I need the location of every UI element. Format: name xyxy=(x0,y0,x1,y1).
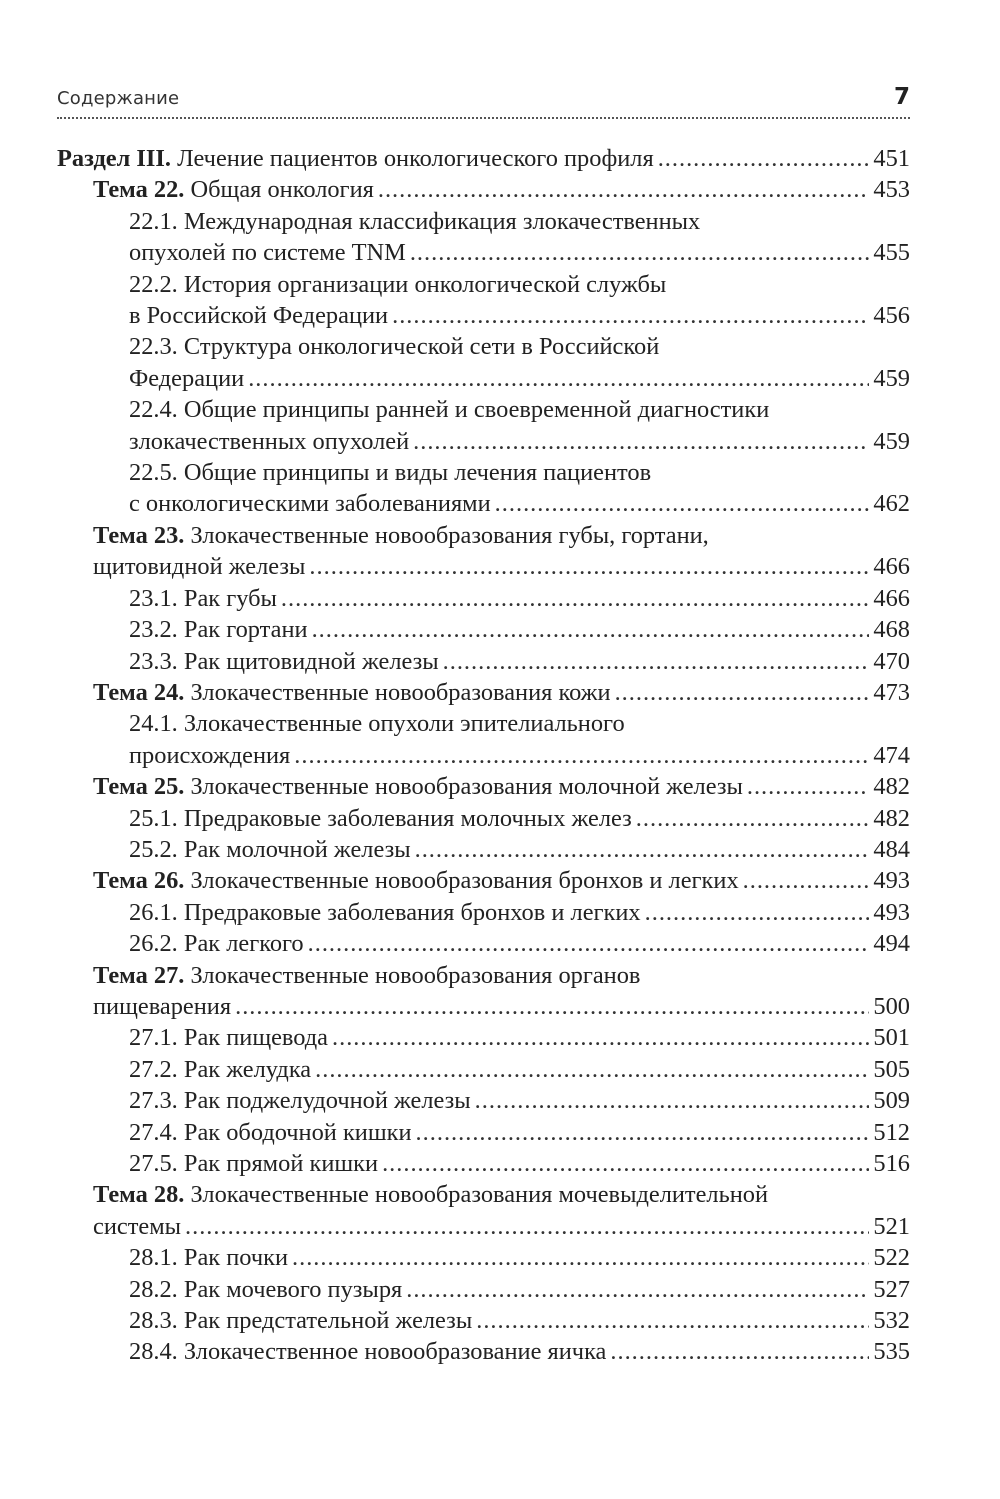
toc-topic-entry[interactable] xyxy=(57,520,910,583)
toc-subtopic-entry[interactable] xyxy=(57,1054,910,1085)
toc-subtopic-entry[interactable] xyxy=(57,1117,910,1148)
toc-entry-text xyxy=(129,1085,471,1116)
toc-entry-text xyxy=(129,300,388,331)
toc-entry-text xyxy=(129,1336,606,1367)
toc-page-number: 512 xyxy=(873,1118,910,1146)
toc-entry-text xyxy=(129,426,409,457)
toc-topic-entry[interactable] xyxy=(57,677,910,708)
toc-page-number: 532 xyxy=(873,1307,910,1335)
toc-entry-label: Тема 24. xyxy=(93,678,185,706)
toc-page-number: 522 xyxy=(873,1244,910,1272)
toc-entry-title-line: Злокачественные новообразования бронхов и легких xyxy=(190,867,739,895)
toc-entry-text xyxy=(93,771,743,802)
dot-leader xyxy=(636,803,870,834)
toc-subtopic-entry[interactable] xyxy=(57,583,910,614)
toc-section-entry[interactable] xyxy=(57,143,910,174)
toc-entry-text xyxy=(129,271,666,298)
dot-leader xyxy=(392,300,869,331)
dot-leader xyxy=(658,143,870,174)
toc-entry-title-line: 25.2. Рак молочной железы xyxy=(129,835,411,863)
toc-entry-title-line: 22.4. Общие принципы ранней и своевременной диагностики xyxy=(129,396,770,424)
toc-topic-entry[interactable] xyxy=(57,960,910,1023)
toc-subtopic-entry[interactable] xyxy=(57,614,910,645)
toc-entry-text xyxy=(93,522,709,549)
toc-entry-text xyxy=(93,1181,768,1208)
toc-page-number: 493 xyxy=(873,867,910,895)
dot-leader xyxy=(315,1054,869,1085)
page-header xyxy=(57,86,910,116)
toc-entry-text xyxy=(129,897,641,928)
toc-subtopic-entry[interactable] xyxy=(57,394,910,457)
toc-subtopic-entry[interactable] xyxy=(57,1148,910,1179)
toc-page-number: 482 xyxy=(873,804,910,832)
toc-page-number: 470 xyxy=(873,647,910,675)
toc-entry-label: Тема 28. xyxy=(93,1181,185,1209)
toc-topic-entry[interactable] xyxy=(57,174,910,205)
toc-entry-text xyxy=(129,1054,311,1085)
dot-leader xyxy=(476,1305,869,1336)
toc-entry-label: Тема 27. xyxy=(93,961,185,989)
dot-leader xyxy=(413,426,869,457)
toc-entry-title-line: щитовидной железы xyxy=(93,553,306,581)
toc-entry-label: Тема 26. xyxy=(93,867,185,895)
toc-entry-title-line: 22.2. История организации онкологической службы xyxy=(129,270,667,298)
toc-page-number: 516 xyxy=(873,1150,910,1177)
toc-page-number: 509 xyxy=(873,1087,910,1115)
toc-subtopic-entry[interactable] xyxy=(57,897,910,928)
toc-page-number: 501 xyxy=(873,1024,910,1052)
toc-entry-title-line: 28.4. Злокачественное новообразование яичка xyxy=(129,1338,607,1366)
toc-entry-text xyxy=(129,646,439,677)
toc-entry-title-line: 22.1. Международная классификация злокачественных xyxy=(129,207,701,235)
toc-subtopic-entry[interactable] xyxy=(57,331,910,394)
dot-leader xyxy=(185,1211,869,1242)
toc-topic-entry[interactable] xyxy=(57,1179,910,1242)
page-number: 7 xyxy=(893,84,910,110)
toc-entry-text xyxy=(93,677,611,708)
toc-subtopic-entry[interactable] xyxy=(57,1336,910,1367)
toc-topic-entry[interactable] xyxy=(57,771,910,802)
toc-entry-text xyxy=(129,1274,402,1305)
toc-entry-title-line: 28.2. Рак мочевого пузыря xyxy=(129,1275,403,1303)
toc-entry-text xyxy=(129,583,277,614)
toc-subtopic-entry[interactable] xyxy=(57,206,910,269)
toc-entry-text xyxy=(129,208,700,235)
dot-leader xyxy=(309,551,869,582)
toc-page-number: 473 xyxy=(873,678,910,706)
toc-page-number: 453 xyxy=(873,176,910,204)
toc-entry-title-line: 22.3. Структура онкологической сети в Российской xyxy=(129,333,660,361)
toc-entry-text xyxy=(129,363,244,394)
toc-page-number: 521 xyxy=(873,1212,910,1240)
toc-entry-title-line: Злокачественные новообразования молочной железы xyxy=(190,773,743,801)
toc-entry-title-line: 27.5. Рак прямой кишки xyxy=(129,1150,379,1177)
dot-leader xyxy=(378,174,870,205)
dot-leader xyxy=(610,1336,869,1367)
toc-subtopic-entry[interactable] xyxy=(57,646,910,677)
toc-entry-text xyxy=(129,928,304,959)
toc-entry-text xyxy=(129,710,625,737)
toc-entry-text xyxy=(129,1242,288,1273)
toc-entry-title-line: системы xyxy=(93,1212,182,1240)
toc-subtopic-entry[interactable] xyxy=(57,1274,910,1305)
toc-page-number: 456 xyxy=(873,302,910,330)
toc-entry-title-line: 23.3. Рак щитовидной железы xyxy=(129,647,439,675)
toc-entry-title-line: 23.1. Рак губы xyxy=(129,584,277,612)
toc-subtopic-entry[interactable] xyxy=(57,834,910,865)
dot-leader xyxy=(495,488,870,519)
dot-leader xyxy=(415,834,870,865)
toc-entry-text xyxy=(129,834,411,865)
toc-subtopic-entry[interactable] xyxy=(57,1085,910,1116)
toc-entry-label: Раздел III. xyxy=(57,145,171,172)
toc-page-number: 451 xyxy=(873,145,910,172)
toc-entry-text xyxy=(129,614,308,645)
toc-page-number: 535 xyxy=(873,1338,910,1366)
toc-entry-title-line: Злокачественные новообразования губы, гортани, xyxy=(190,521,709,549)
toc-entry-text xyxy=(129,333,659,360)
toc-entry-text xyxy=(129,1117,412,1148)
toc-entry-title-line: злокачественных опухолей xyxy=(129,427,410,455)
toc-subtopic-entry[interactable] xyxy=(57,269,910,332)
toc-entry-title-line: 25.1. Предраковые заболевания молочных желез xyxy=(129,804,632,832)
dot-leader xyxy=(475,1085,870,1116)
toc-entry-text xyxy=(57,143,654,174)
toc-entry-title-line: 26.1. Предраковые заболевания бронхов и легких xyxy=(129,898,641,926)
toc-entry-text xyxy=(129,1022,328,1053)
toc-entry-title-line: пищеварения xyxy=(93,992,232,1020)
toc-entry-title-line: Лечение пациентов онкологического профиля xyxy=(177,145,654,172)
toc-page-number: 474 xyxy=(873,741,910,769)
toc-entry-text xyxy=(93,865,739,896)
dot-leader xyxy=(248,363,869,394)
toc-entry-label: Тема 23. xyxy=(93,521,185,549)
toc-entry-text xyxy=(93,962,640,989)
toc-entry-title-line: 27.4. Рак ободочной кишки xyxy=(129,1118,412,1146)
toc-subtopic-entry[interactable] xyxy=(57,1305,910,1336)
toc-entry-label: Тема 22. xyxy=(93,176,185,204)
dot-leader xyxy=(406,1274,869,1305)
toc-subtopic-entry[interactable] xyxy=(57,457,910,520)
toc-page-number: 493 xyxy=(873,898,910,926)
toc-page-number: 527 xyxy=(873,1275,910,1303)
toc-subtopic-entry[interactable] xyxy=(57,928,910,959)
toc-subtopic-entry[interactable] xyxy=(57,1242,910,1273)
toc-page-number: 505 xyxy=(873,1055,910,1083)
toc-page-number: 459 xyxy=(873,427,910,455)
toc-page-number: 466 xyxy=(873,584,910,612)
dot-leader xyxy=(743,865,870,896)
toc-subtopic-entry[interactable] xyxy=(57,708,910,771)
toc-subtopic-entry[interactable] xyxy=(57,1022,910,1053)
dot-leader xyxy=(410,237,870,268)
toc-entry-title-line: Злокачественные новообразования кожи xyxy=(190,678,611,706)
dot-leader xyxy=(292,1242,869,1273)
toc-page-number: 484 xyxy=(873,835,910,863)
dot-leader xyxy=(382,1148,869,1179)
toc-entry-title-line: 27.3. Рак поджелудочной железы xyxy=(129,1087,471,1115)
toc-page-number: 459 xyxy=(873,364,910,392)
toc-page-number: 468 xyxy=(873,616,910,644)
toc-entry-title-line: 28.1. Рак почки xyxy=(129,1244,289,1272)
running-title: Содержание xyxy=(57,88,180,109)
toc-entry-title-line: 26.2. Рак легкого xyxy=(129,930,304,958)
toc-entry-text xyxy=(129,488,491,519)
toc-entry-title-line: 24.1. Злокачественные опухоли эпителиального xyxy=(129,710,625,738)
toc-subtopic-entry[interactable] xyxy=(57,803,910,834)
toc-entry-text xyxy=(93,991,231,1022)
toc-entry-title-line: опухолей по системе TNM xyxy=(129,239,406,267)
table-of-contents xyxy=(57,143,910,1368)
toc-entry-title-line: в Российской Федерации xyxy=(129,302,389,330)
toc-entry-text xyxy=(129,1305,472,1336)
toc-entry-text xyxy=(129,803,632,834)
toc-entry-title-line: 27.1. Рак пищевода xyxy=(129,1024,329,1052)
dot-leader xyxy=(308,928,870,959)
toc-entry-text xyxy=(129,740,290,771)
toc-entry-label: Тема 25. xyxy=(93,773,185,801)
toc-page-number: 466 xyxy=(873,553,910,581)
dot-leader xyxy=(747,771,870,802)
toc-entry-title-line: Общая онкология xyxy=(190,176,374,204)
toc-entry-title-line: Федерации xyxy=(129,364,245,392)
dot-leader xyxy=(294,740,869,771)
dot-leader xyxy=(312,614,870,645)
toc-entry-title-line: с онкологическими заболеваниями xyxy=(129,490,491,518)
toc-entry-text xyxy=(129,237,406,268)
dot-leader xyxy=(332,1022,869,1053)
toc-entry-title-line: 27.2. Рак желудка xyxy=(129,1055,312,1083)
dot-leader xyxy=(281,583,870,614)
toc-topic-entry[interactable] xyxy=(57,865,910,896)
toc-entry-text xyxy=(129,459,651,486)
dot-leader xyxy=(416,1117,870,1148)
dot-leader xyxy=(615,677,870,708)
toc-entry-text xyxy=(129,396,769,423)
toc-page-number: 500 xyxy=(873,992,910,1020)
toc-page-number: 455 xyxy=(873,239,910,267)
toc-entry-title-line: 23.2. Рак гортани xyxy=(129,616,308,644)
toc-entry-title-line: Злокачественные новообразования мочевыделительной xyxy=(190,1181,768,1209)
dot-leader xyxy=(235,991,869,1022)
toc-entry-title-line: происхождения xyxy=(129,741,291,769)
toc-entry-text xyxy=(93,551,305,582)
toc-page-number: 462 xyxy=(873,490,910,518)
toc-page-number: 494 xyxy=(873,930,910,958)
toc-entry-text xyxy=(93,174,374,205)
toc-entry-text xyxy=(129,1148,378,1179)
toc-entry-title-line: 22.5. Общие принципы и виды лечения пациентов xyxy=(129,459,652,487)
toc-entry-text xyxy=(93,1211,181,1242)
toc-page-number: 482 xyxy=(873,773,910,801)
dot-leader xyxy=(443,646,870,677)
header-dotted-rule xyxy=(57,117,910,119)
toc-entry-title-line: Злокачественные новообразования органов xyxy=(190,961,641,989)
toc-entry-title-line: 28.3. Рак предстательной железы xyxy=(129,1307,473,1335)
dot-leader xyxy=(645,897,870,928)
